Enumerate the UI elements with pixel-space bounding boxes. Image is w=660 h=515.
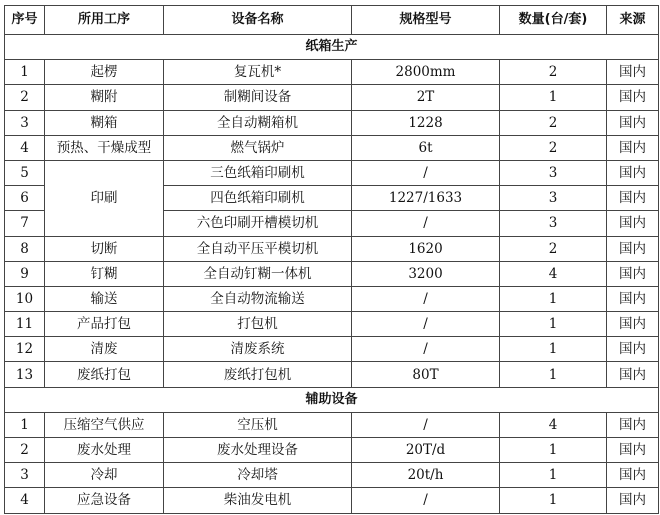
table-row [5, 488, 659, 513]
row-equipment: 全自动平压平模切机 [164, 236, 352, 261]
row-equipment: 全自动糊箱机 [164, 110, 352, 135]
row-no: 7 [5, 211, 45, 236]
row-qty: 4 [500, 261, 607, 286]
row-no: 6 [5, 186, 45, 211]
row-no: 1 [5, 60, 45, 85]
table-row [5, 412, 659, 437]
row-equipment: 制糊间设备 [164, 85, 352, 110]
equipment-table-container [4, 5, 658, 514]
table-row [5, 337, 659, 362]
row-equipment: 复瓦机* [164, 60, 352, 85]
row-equipment: 空压机 [164, 412, 352, 437]
row-no: 4 [5, 135, 45, 160]
row-no: 12 [5, 337, 45, 362]
row-qty: 1 [500, 362, 607, 387]
row-process: 钉糊 [45, 261, 164, 286]
row-spec: 20t/h [352, 463, 500, 488]
table-row [5, 362, 659, 387]
row-source: 国内 [607, 286, 659, 311]
row-source: 国内 [607, 412, 659, 437]
header-process: 所用工序 [45, 6, 164, 35]
row-spec: 3200 [352, 261, 500, 286]
row-qty: 1 [500, 463, 607, 488]
row-no: 3 [5, 110, 45, 135]
row-process: 糊附 [45, 85, 164, 110]
row-process: 印刷 [45, 160, 164, 236]
row-spec: 2800mm [352, 60, 500, 85]
table-row [5, 261, 659, 286]
row-spec: 1620 [352, 236, 500, 261]
row-no: 5 [5, 160, 45, 185]
row-process: 预热、干燥成型 [45, 135, 164, 160]
row-equipment: 三色纸箱印刷机 [164, 160, 352, 185]
equipment-table [4, 5, 659, 514]
row-equipment: 冷却塔 [164, 463, 352, 488]
row-process: 应急设备 [45, 488, 164, 513]
row-no: 13 [5, 362, 45, 387]
row-qty: 1 [500, 488, 607, 513]
row-qty: 3 [500, 186, 607, 211]
row-equipment: 全自动钉糊一体机 [164, 261, 352, 286]
section-row [5, 35, 659, 60]
row-spec: / [352, 286, 500, 311]
row-qty: 1 [500, 286, 607, 311]
row-qty: 1 [500, 438, 607, 463]
row-equipment: 燃气锅炉 [164, 135, 352, 160]
row-qty: 1 [500, 85, 607, 110]
row-equipment: 全自动物流输送 [164, 286, 352, 311]
row-spec: 80T [352, 362, 500, 387]
table-row [5, 85, 659, 110]
row-qty: 1 [500, 312, 607, 337]
row-process: 糊箱 [45, 110, 164, 135]
row-process: 切断 [45, 236, 164, 261]
row-equipment: 柴油发电机 [164, 488, 352, 513]
row-spec: 1228 [352, 110, 500, 135]
row-process: 输送 [45, 286, 164, 311]
row-spec: / [352, 337, 500, 362]
row-equipment: 打包机 [164, 312, 352, 337]
table-row [5, 438, 659, 463]
section-title: 辅助设备 [5, 387, 659, 412]
header-row [5, 6, 659, 35]
row-equipment: 四色纸箱印刷机 [164, 186, 352, 211]
row-process: 起楞 [45, 60, 164, 85]
header-source: 来源 [607, 6, 659, 35]
row-process: 产品打包 [45, 312, 164, 337]
row-source: 国内 [607, 488, 659, 513]
row-source: 国内 [607, 236, 659, 261]
row-source: 国内 [607, 337, 659, 362]
row-qty: 3 [500, 211, 607, 236]
header-qty: 数量(台/套) [500, 6, 607, 35]
table-row [5, 286, 659, 311]
row-spec: / [352, 412, 500, 437]
row-process: 废纸打包 [45, 362, 164, 387]
row-qty: 4 [500, 412, 607, 437]
row-source: 国内 [607, 312, 659, 337]
row-qty: 1 [500, 337, 607, 362]
row-equipment: 废水处理设备 [164, 438, 352, 463]
row-process: 压缩空气供应 [45, 412, 164, 437]
row-source: 国内 [607, 261, 659, 286]
row-no: 2 [5, 438, 45, 463]
row-spec: / [352, 211, 500, 236]
row-source: 国内 [607, 463, 659, 488]
row-source: 国内 [607, 362, 659, 387]
table-row [5, 110, 659, 135]
row-source: 国内 [607, 211, 659, 236]
row-equipment: 废纸打包机 [164, 362, 352, 387]
row-process: 清废 [45, 337, 164, 362]
header-equipment: 设备名称 [164, 6, 352, 35]
row-qty: 2 [500, 60, 607, 85]
row-equipment: 六色印刷开槽模切机 [164, 211, 352, 236]
row-qty: 2 [500, 110, 607, 135]
row-qty: 2 [500, 236, 607, 261]
table-row [5, 236, 659, 261]
row-process: 废水处理 [45, 438, 164, 463]
row-no: 9 [5, 261, 45, 286]
row-source: 国内 [607, 186, 659, 211]
row-source: 国内 [607, 110, 659, 135]
row-no: 2 [5, 85, 45, 110]
row-spec: 1227/1633 [352, 186, 500, 211]
row-source: 国内 [607, 160, 659, 185]
section-row [5, 387, 659, 412]
row-no: 11 [5, 312, 45, 337]
row-spec: / [352, 160, 500, 185]
row-process: 冷却 [45, 463, 164, 488]
section-title: 纸箱生产 [5, 35, 659, 60]
row-no: 8 [5, 236, 45, 261]
row-qty: 2 [500, 135, 607, 160]
row-equipment: 清废系统 [164, 337, 352, 362]
header-no: 序号 [5, 6, 45, 35]
row-source: 国内 [607, 438, 659, 463]
row-spec: 2T [352, 85, 500, 110]
table-row [5, 160, 659, 185]
table-row [5, 463, 659, 488]
table-row [5, 60, 659, 85]
table-row [5, 312, 659, 337]
row-source: 国内 [607, 60, 659, 85]
row-no: 1 [5, 412, 45, 437]
row-spec: 20T/d [352, 438, 500, 463]
row-qty: 3 [500, 160, 607, 185]
row-source: 国内 [607, 85, 659, 110]
row-source: 国内 [607, 135, 659, 160]
row-spec: / [352, 488, 500, 513]
row-spec: 6t [352, 135, 500, 160]
row-no: 10 [5, 286, 45, 311]
row-spec: / [352, 312, 500, 337]
row-no: 3 [5, 463, 45, 488]
header-spec: 规格型号 [352, 6, 500, 35]
table-row [5, 135, 659, 160]
row-no: 4 [5, 488, 45, 513]
